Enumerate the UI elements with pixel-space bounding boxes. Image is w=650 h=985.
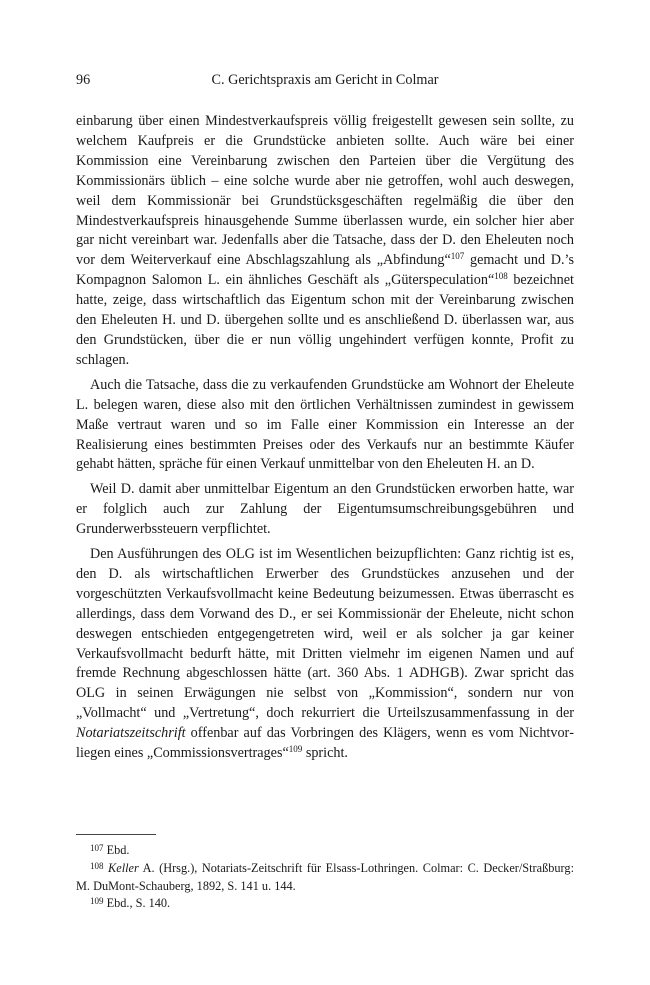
footnote-number: 108 bbox=[90, 860, 104, 871]
footnote-number: 107 bbox=[90, 843, 104, 853]
text-run: Den Ausführungen des OLG ist im Wesentlichen beizupflichten: Ganz richtig ist es, den D. als wirtschaftlichen Erwerber des Grundstückes anzusehen und der vorgeschützten Verkaufsvollmacht keine Bedeutung beizumessen. Etwas überrascht es allerdings, dass dem Vorwand des D., er sei Kommissionär der Eheleute, nicht schon deswegen entschieden entgegengetreten wird, weil er als solcher ja gar keiner Verkaufsvollmacht bedurft hätte, mit Dritten vielmehr im eigenen Namen und auf fremde Rechnung abgeschlossen hätte (art. 360 Abs. 1 ADHGB). Zwar spricht das OLG in seinen Erwägungen nie selbst von „Kommission“, sondern nur von „Vollmacht“ und „Vertretung“, doch rekurriert die Urteilszusammenfassung in der bbox=[76, 546, 574, 722]
footnote-text: A. (Hrsg.), Notariats-Zeitschrift für Elsass-Lothringen. Colmar: C. Decker/Straßburg: M. DuMont-Schauberg, 1892, S. 141 u. 144. bbox=[76, 860, 574, 893]
running-title: C. Gerichtspraxis am Gericht in Colmar bbox=[211, 72, 439, 88]
footnote-ref: 109 bbox=[288, 744, 303, 755]
text-run: einbarung über einen Mindestverkaufspreis völlig freigestellt gewesen sein sollte, zu welchem Kaufpreis er die Grundstücke anbieten sollte. Auch wäre bei einer Kommission eine Vereinbarung zwischen den Parteien über die Vergütung des Kommissionärs üblich – eine solche wurde aber nie getroffen, wohl auch deswegen, weil dem Kommissionär bei Grundstücksgeschäften regelmäßig die über den Mindestverkaufspreis hinausgehende Summe überlassen wurde, ein solcher hier aber gar nicht vereinbart war. Jedenfalls aber die Tatsache, dass der D. den Eheleuten noch vor dem Weiterverkauf eine Abschlagszahlung als „Abfindung“ bbox=[76, 113, 574, 269]
footnote bbox=[76, 842, 574, 860]
footnote bbox=[76, 895, 574, 913]
page-number: 96 bbox=[76, 72, 91, 88]
paragraph bbox=[76, 545, 574, 764]
page-header bbox=[76, 72, 574, 92]
italic-title: Notariatszeitschrift bbox=[76, 725, 186, 742]
text-run: gemacht und D.’s Kompagnon Salomon L. ein ähnliches Geschäft als „Güterspeculation“ bbox=[76, 252, 575, 289]
footnote bbox=[76, 860, 574, 896]
text-run: bezeichnet hatte, zeige, dass wirtschaftlich das Eigentum schon mit der Vereinbarung zwischen den Eheleuten H. und D. übergehen sollte und es anschließend D. überlassen war, aus den Grundstücken, über die er nun völlig ungehindert verfügen konnte, Profit zu schlagen. bbox=[76, 272, 574, 368]
paragraph: Auch die Tatsache, dass die zu verkaufenden Grundstücke am Wohnort der Eheleute L. belegen waren, diese also mit den örtlichen Verhältnissen zumindest in gewissem Maße vertraut waren und so im Falle einer Kommission ein Interesse an der Realisierung eines bestimmten Preises oder des Verkaufs nur an bestimmte Käufer gehabt hätten, spräche für einen Verkauf unmittelbar von den Eheleuten H. an D. bbox=[76, 376, 574, 473]
footnotes bbox=[76, 842, 574, 913]
footnote-text: Ebd., S. 140. bbox=[106, 896, 171, 911]
footnote-text: Ebd. bbox=[106, 843, 130, 857]
text-run: spricht. bbox=[302, 745, 348, 762]
paragraph: Weil D. damit aber unmittelbar Eigentum an den Grundstücken erworben hatte, war er folglich auch zur Zahlung der Eigentumsumschreibungsgebühren und Grunderwerbssteuern verpflichtet. bbox=[76, 481, 574, 538]
footnote-author: Keller bbox=[108, 860, 139, 875]
footnote-divider bbox=[76, 834, 156, 835]
main-text bbox=[76, 112, 574, 769]
footnote-ref: 108 bbox=[494, 271, 508, 282]
footnote-number: 109 bbox=[90, 896, 104, 907]
paragraph bbox=[76, 112, 574, 371]
text-run: offenbar auf das Vorbringen des Klägers, wenn es vom Nichtvorliegen eines „Commissionsvertrages“ bbox=[76, 725, 574, 762]
footnote-ref: 107 bbox=[450, 251, 465, 262]
